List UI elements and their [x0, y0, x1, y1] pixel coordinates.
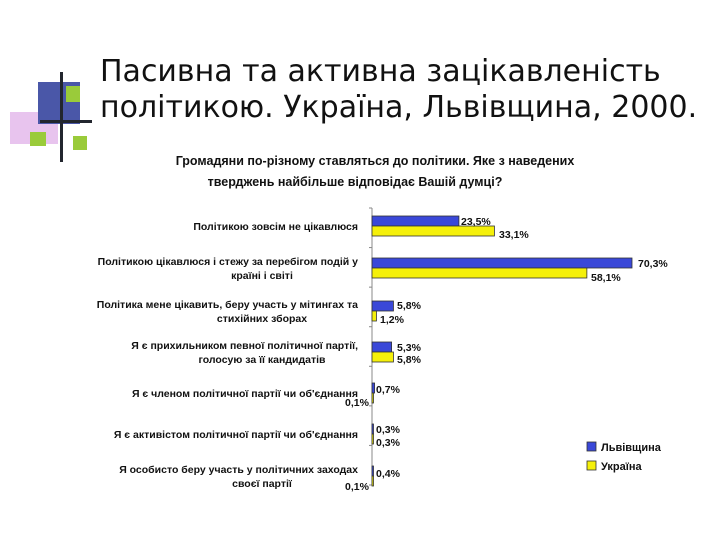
- data-label-lvivshchyna: 70,3%: [638, 258, 668, 270]
- bar-ukraina: [372, 268, 587, 278]
- legend-swatch-ukraina: [587, 461, 596, 470]
- bar-ukraina: [372, 311, 376, 321]
- bar-lvivshchyna: [372, 424, 374, 434]
- bar-lvivshchyna: [372, 342, 392, 352]
- bar-ukraina: [372, 352, 393, 362]
- category-label: стихійних зборах: [216, 313, 308, 325]
- data-label-lvivshchyna: 5,3%: [397, 342, 421, 354]
- category-label: Я є членом політичної партії чи об'єднання: [131, 388, 358, 400]
- data-label-lvivshchyna: 0,3%: [376, 424, 400, 436]
- data-label-ukraina: 0,1%: [345, 481, 369, 493]
- bar-ukraina: [372, 476, 374, 486]
- slide-title-line2: політикою. Україна, Львівщина, 2000.: [100, 90, 698, 125]
- chart-title-line1: Громадяни по-різному ставляться до політики. Яке з наведених: [175, 154, 575, 168]
- bar-lvivshchyna: [372, 301, 393, 311]
- data-label-ukraina: 5,8%: [397, 354, 421, 366]
- legend-swatch-lvivshchyna: [587, 442, 596, 451]
- bar-lvivshchyna: [372, 383, 375, 393]
- legend-label-ukraina: Україна: [601, 461, 642, 473]
- category-label: Я особисто беру участь у політичних заходах: [119, 464, 358, 476]
- category-label: голосую за її кандидатів: [198, 354, 326, 366]
- data-label-lvivshchyna: 23,5%: [461, 216, 491, 228]
- bar-lvivshchyna: [372, 466, 374, 476]
- category-label: Політикою цікавлюся і стежу за перебігом подій у: [97, 256, 358, 268]
- category-label: Я є активістом політичної партії чи об'єднання: [113, 429, 358, 441]
- legend-label-lvivshchyna: Львівщина: [601, 442, 661, 454]
- chart-title-line2: тверджень найбільше відповідає Вашій думці?: [207, 175, 503, 189]
- data-label-lvivshchyna: 5,8%: [397, 300, 421, 312]
- data-label-lvivshchyna: 0,4%: [376, 468, 400, 480]
- data-label-ukraina: 0,3%: [376, 437, 400, 449]
- category-label: країні і світі: [231, 270, 293, 282]
- data-label-ukraina: 58,1%: [591, 272, 621, 284]
- bar-lvivshchyna: [372, 216, 459, 226]
- data-label-ukraina: 0,1%: [345, 397, 369, 409]
- data-label-ukraina: 33,1%: [499, 229, 529, 241]
- category-label: своєї партії: [232, 478, 292, 490]
- category-label: Я є прихильником певної політичної партії,: [131, 340, 358, 352]
- data-label-lvivshchyna: 0,7%: [376, 384, 400, 396]
- bar-lvivshchyna: [372, 258, 632, 268]
- bar-ukraina: [372, 393, 374, 403]
- bar-ukraina: [372, 434, 374, 444]
- category-label: Політикою зовсім не цікавлюся: [193, 221, 358, 233]
- slide-title-line1: Пасивна та активна зацікавленість: [100, 54, 661, 89]
- category-label: Політика мене цікавить, беру участь у мітингах та: [96, 299, 358, 311]
- data-label-ukraina: 1,2%: [380, 314, 404, 326]
